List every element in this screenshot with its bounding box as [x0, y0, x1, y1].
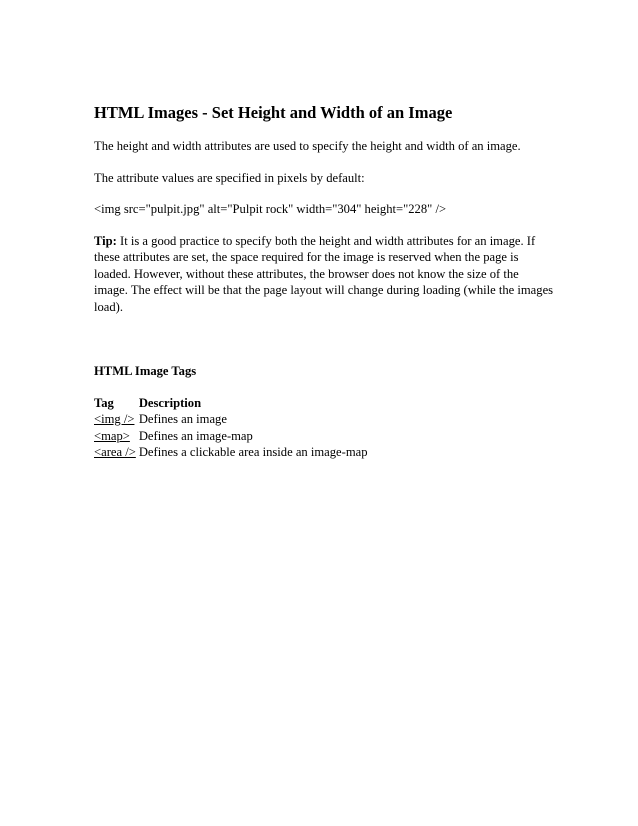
- description-cell: Defines an image: [138, 412, 227, 426]
- table-header-row: [94, 395, 368, 412]
- tag-cell: [94, 411, 139, 428]
- page-title: HTML Images - Set Height and Width of an Image: [94, 103, 453, 122]
- tip-paragraph: [94, 233, 554, 316]
- header-tag: Tag: [94, 395, 114, 410]
- tag-link-area[interactable]: <area />: [94, 445, 136, 459]
- tag-cell: [94, 428, 139, 445]
- table-row: [94, 428, 368, 445]
- tags-table: [94, 395, 368, 461]
- tip-text: It is a good practice to specify both the height and width attributes for an image. If these attributes are set, the space required for the image is reserved when the page is loaded. However, without these attributes, the browser does not know the size of the image. The effect will be that the page layout will change during loading (while the images load).: [94, 233, 554, 314]
- tag-link-map[interactable]: <map>: [94, 428, 130, 443]
- section-title: HTML Image Tags: [94, 364, 197, 378]
- table-row: [94, 411, 368, 428]
- table-row: [94, 444, 368, 461]
- tag-cell: [94, 444, 139, 461]
- default-units-paragraph: The attribute values are specified in pixels by default:: [94, 170, 365, 185]
- header-description: Description: [138, 395, 202, 410]
- document-content: [94, 103, 554, 461]
- description-cell: Defines an image-map: [138, 428, 253, 443]
- description-cell: Defines a clickable area inside an image-map: [138, 445, 368, 459]
- code-example: <img src="pulpit.jpg" alt="Pulpit rock" width="304" height="228" />: [94, 202, 447, 216]
- tag-link-img[interactable]: <img />: [94, 412, 135, 426]
- tip-label: Tip:: [94, 233, 117, 248]
- intro-paragraph: The height and width attributes are used to specify the height and width of an image.: [94, 139, 521, 153]
